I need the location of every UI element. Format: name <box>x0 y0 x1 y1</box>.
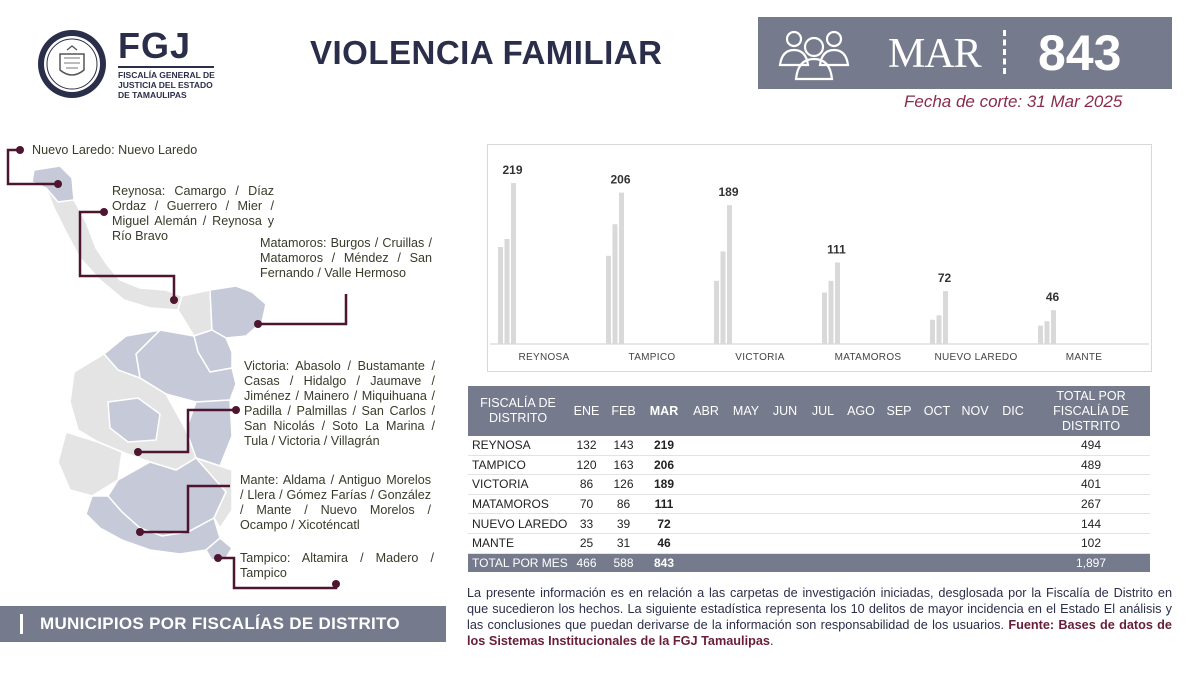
bar-feb-reynosa <box>505 239 510 344</box>
header-cell: SEP <box>880 386 918 436</box>
header-cell: FISCALÍA DE DISTRITO <box>468 386 568 436</box>
empty-month-cell <box>726 436 766 455</box>
logo-subtitle <box>118 70 228 100</box>
label-nuevo-laredo: Nuevo Laredo: Nuevo Laredo <box>32 143 198 157</box>
row-total-cell: 267 <box>1032 494 1150 514</box>
people-group-icon <box>774 23 854 83</box>
district-cell: REYNOSA <box>468 436 568 455</box>
empty-month-cell <box>686 475 726 495</box>
empty-month-cell <box>918 514 956 534</box>
ene-total-cell: 466 <box>568 553 605 572</box>
header-cell: MAR <box>642 386 686 436</box>
bar-mar-matamoros <box>835 262 840 344</box>
header-cell: ABR <box>686 386 726 436</box>
grand-total-cell: 1,897 <box>1032 553 1150 572</box>
label-mante: Mante: Aldama / Antiguo Morelos / Llera / Gómez Farías / González / Mante / Nuevo Morelos / Ocampo / Xicoténcatl <box>240 473 431 532</box>
empty-month-cell <box>918 475 956 495</box>
empty-month-cell <box>918 436 956 455</box>
current-month-label: MAR <box>888 31 981 77</box>
empty-month-cell <box>994 514 1032 534</box>
connector-dot <box>232 406 240 414</box>
empty-month-cell <box>686 514 726 534</box>
bar-chart-panel <box>487 144 1152 372</box>
district-cell: TAMPICO <box>468 455 568 475</box>
empty-month-cell <box>766 553 804 572</box>
monthly-table <box>468 386 1150 572</box>
mar-cell: 189 <box>642 475 686 495</box>
bar-mar-nuevo-laredo <box>943 291 948 344</box>
feb-cell: 31 <box>605 533 642 553</box>
district-cell: VICTORIA <box>468 475 568 495</box>
header-cell: NOV <box>956 386 994 436</box>
mar-cell: 72 <box>642 514 686 534</box>
empty-month-cell <box>956 533 994 553</box>
header-cell: OCT <box>918 386 956 436</box>
bar-ene-victoria <box>714 281 719 344</box>
empty-month-cell <box>726 553 766 572</box>
row-total-cell: 102 <box>1032 533 1150 553</box>
empty-month-cell <box>956 494 994 514</box>
bar-feb-nuevo-laredo <box>937 315 942 344</box>
footnote-source: Fuente: Bases de datos de los Sistemas Institucionales de la FGJ Tamaulipas <box>467 618 1172 648</box>
logo-name: FGJ <box>118 25 192 66</box>
ene-cell: 25 <box>568 533 605 553</box>
logo-sub-line: JUSTICIA DEL ESTADO <box>118 80 213 90</box>
header-cell: ENE <box>568 386 605 436</box>
footnote-end: . <box>769 634 774 648</box>
label-tampico: Tampico: Altamira / Madero / Tampico <box>240 551 434 580</box>
connector-dot <box>100 208 108 216</box>
table-row <box>468 475 1150 495</box>
bar-feb-victoria <box>721 251 726 344</box>
page-title: VIOLENCIA FAMILIAR <box>310 34 663 71</box>
empty-month-cell <box>804 533 842 553</box>
empty-month-cell <box>956 514 994 534</box>
connector-dot <box>134 448 142 456</box>
empty-month-cell <box>880 475 918 495</box>
empty-month-cell <box>842 436 880 455</box>
category-label: NUEVO LAREDO <box>934 352 1018 363</box>
logo-sub-line: DE TAMAULIPAS <box>118 90 187 100</box>
empty-month-cell <box>842 475 880 495</box>
connector-dot <box>214 554 222 562</box>
mar-total-cell: 843 <box>642 553 686 572</box>
district-cell: MANTE <box>468 533 568 553</box>
label-matamoros: Matamoros: Burgos / Cruillas / Matamoros / Méndez / San Fernando / Valle Hermoso <box>260 236 432 280</box>
empty-month-cell <box>726 475 766 495</box>
empty-month-cell <box>804 455 842 475</box>
empty-month-cell <box>880 494 918 514</box>
feb-cell: 126 <box>605 475 642 495</box>
header-cell: AGO <box>842 386 880 436</box>
data-label: 72 <box>937 271 952 286</box>
empty-month-cell <box>842 553 880 572</box>
row-total-cell: 401 <box>1032 475 1150 495</box>
data-label: 206 <box>610 172 631 187</box>
row-total-cell: 494 <box>1032 436 1150 455</box>
empty-month-cell <box>842 494 880 514</box>
label-victoria: Victoria: Abasolo / Bustamante / Casas / Hidalgo / Jaumave / Jiménez / Mainero / Miquihuana / Padilla / Palmillas / San Carlos / San Nicolás / Soto La Marina / Tula / Victoria / Villagrán <box>244 359 435 448</box>
month-separator <box>1003 30 1006 74</box>
empty-month-cell <box>956 436 994 455</box>
mar-cell: 219 <box>642 436 686 455</box>
table-total-row <box>468 553 1150 572</box>
empty-month-cell <box>956 455 994 475</box>
empty-month-cell <box>880 436 918 455</box>
table-row <box>468 436 1150 455</box>
empty-month-cell <box>994 475 1032 495</box>
data-label: 111 <box>827 242 846 257</box>
empty-month-cell <box>686 455 726 475</box>
mar-cell: 206 <box>642 455 686 475</box>
title-bar-marker <box>20 614 23 634</box>
ene-cell: 86 <box>568 475 605 495</box>
mar-cell: 111 <box>642 494 686 514</box>
header-cell: JUL <box>804 386 842 436</box>
empty-month-cell <box>766 455 804 475</box>
empty-month-cell <box>686 553 726 572</box>
ene-cell: 132 <box>568 436 605 455</box>
empty-month-cell <box>994 436 1032 455</box>
empty-month-cell <box>766 436 804 455</box>
empty-month-cell <box>726 533 766 553</box>
fgj-seal-logo <box>36 28 108 100</box>
bar-ene-reynosa <box>498 247 503 344</box>
empty-month-cell <box>918 494 956 514</box>
district-cell: NUEVO LAREDO <box>468 514 568 534</box>
fgj-wordmark <box>118 25 228 100</box>
label-reynosa: Reynosa: Camargo / Díaz Ordaz / Guerrero / Mier / Miguel Alemán / Reynosa y Río Bravo <box>112 184 274 243</box>
empty-month-cell <box>804 514 842 534</box>
empty-month-cell <box>842 533 880 553</box>
district-cell: MATAMOROS <box>468 494 568 514</box>
data-label: 219 <box>502 163 523 178</box>
current-month-total: 843 <box>1038 25 1122 81</box>
map-section-title: MUNICIPIOS POR FISCALÍAS DE DISTRITO <box>40 614 400 633</box>
empty-month-cell <box>918 455 956 475</box>
data-label: 189 <box>718 185 739 200</box>
header-cell: MAY <box>726 386 766 436</box>
category-label: MATAMOROS <box>834 352 902 363</box>
empty-month-cell <box>766 475 804 495</box>
empty-month-cell <box>804 475 842 495</box>
connector-dot <box>54 180 62 188</box>
empty-month-cell <box>918 533 956 553</box>
bar-mar-mante <box>1051 310 1056 344</box>
empty-month-cell <box>994 455 1032 475</box>
feb-cell: 86 <box>605 494 642 514</box>
header-cell: DIC <box>994 386 1032 436</box>
empty-month-cell <box>726 455 766 475</box>
connector-dot <box>16 146 24 154</box>
footnote <box>467 585 1172 649</box>
bar-ene-nuevo-laredo <box>930 320 935 344</box>
bar-ene-matamoros <box>822 293 827 344</box>
empty-month-cell <box>804 436 842 455</box>
row-total-cell: 489 <box>1032 455 1150 475</box>
empty-month-cell <box>880 553 918 572</box>
empty-month-cell <box>880 455 918 475</box>
table-row <box>468 514 1150 534</box>
bar-feb-matamoros <box>829 281 834 344</box>
header-cell: JUN <box>766 386 804 436</box>
ene-cell: 33 <box>568 514 605 534</box>
mar-cell: 46 <box>642 533 686 553</box>
bar-ene-tampico <box>606 256 611 344</box>
connector-dot <box>136 528 144 536</box>
empty-month-cell <box>956 553 994 572</box>
header-cell: TOTAL POR FISCALÍA DE DISTRITO <box>1032 386 1150 436</box>
map-region-reynosa <box>178 290 212 336</box>
connector-dot <box>170 296 178 304</box>
bar-mar-reynosa <box>511 183 516 344</box>
empty-month-cell <box>918 553 956 572</box>
empty-month-cell <box>726 514 766 534</box>
ene-cell: 70 <box>568 494 605 514</box>
cutoff-date: Fecha de corte: 31 Mar 2025 <box>904 92 1123 111</box>
empty-month-cell <box>686 494 726 514</box>
connector-matamoros <box>260 294 346 324</box>
empty-month-cell <box>842 455 880 475</box>
empty-month-cell <box>842 514 880 534</box>
feb-total-cell: 588 <box>605 553 642 572</box>
category-label: VICTORIA <box>735 352 785 363</box>
empty-month-cell <box>804 494 842 514</box>
empty-month-cell <box>880 514 918 534</box>
table-row <box>468 494 1150 514</box>
table-header-row <box>468 386 1150 436</box>
connector-dot <box>332 580 340 588</box>
empty-month-cell <box>726 494 766 514</box>
empty-month-cell <box>880 533 918 553</box>
ene-cell: 120 <box>568 455 605 475</box>
empty-month-cell <box>994 553 1032 572</box>
table-row <box>468 533 1150 553</box>
bar-ene-mante <box>1038 326 1043 344</box>
bar-chart <box>488 145 1151 371</box>
empty-month-cell <box>766 494 804 514</box>
connector-dot <box>254 320 262 328</box>
feb-cell: 163 <box>605 455 642 475</box>
empty-month-cell <box>804 553 842 572</box>
feb-cell: 39 <box>605 514 642 534</box>
category-label: REYNOSA <box>518 352 570 363</box>
footnote-text: La presente información es en relación a las carpetas de investigación iniciadas, desglosada por la Fiscalía de Distrito en que sucedieron los hechos. La siguiente estadística representa los 10 delitos de mayor incidencia en el Estado El análisis y las conclusiones que puedan derivarse de la información son responsabilidad de los usuarios. <box>467 586 1172 632</box>
category-label: MANTE <box>1065 352 1103 363</box>
row-total-cell: 144 <box>1032 514 1150 534</box>
empty-month-cell <box>766 533 804 553</box>
bar-mar-tampico <box>619 193 624 344</box>
map-section-title-bar <box>0 606 446 642</box>
empty-month-cell <box>994 533 1032 553</box>
feb-cell: 143 <box>605 436 642 455</box>
header-cell: FEB <box>605 386 642 436</box>
empty-month-cell <box>686 533 726 553</box>
bar-feb-tampico <box>613 224 618 344</box>
bar-feb-mante <box>1045 321 1050 344</box>
empty-month-cell <box>956 475 994 495</box>
bar-mar-victoria <box>727 205 732 344</box>
empty-month-cell <box>686 436 726 455</box>
logo-sub-line: FISCALÍA GENERAL DE <box>118 70 215 80</box>
total-label-cell: TOTAL POR MES <box>468 553 568 572</box>
data-label: 46 <box>1045 290 1060 305</box>
map-region-matamoros <box>210 286 266 338</box>
logo-rule <box>118 66 214 68</box>
table-row <box>468 455 1150 475</box>
category-label: TAMPICO <box>628 352 676 363</box>
empty-month-cell <box>766 514 804 534</box>
empty-month-cell <box>994 494 1032 514</box>
